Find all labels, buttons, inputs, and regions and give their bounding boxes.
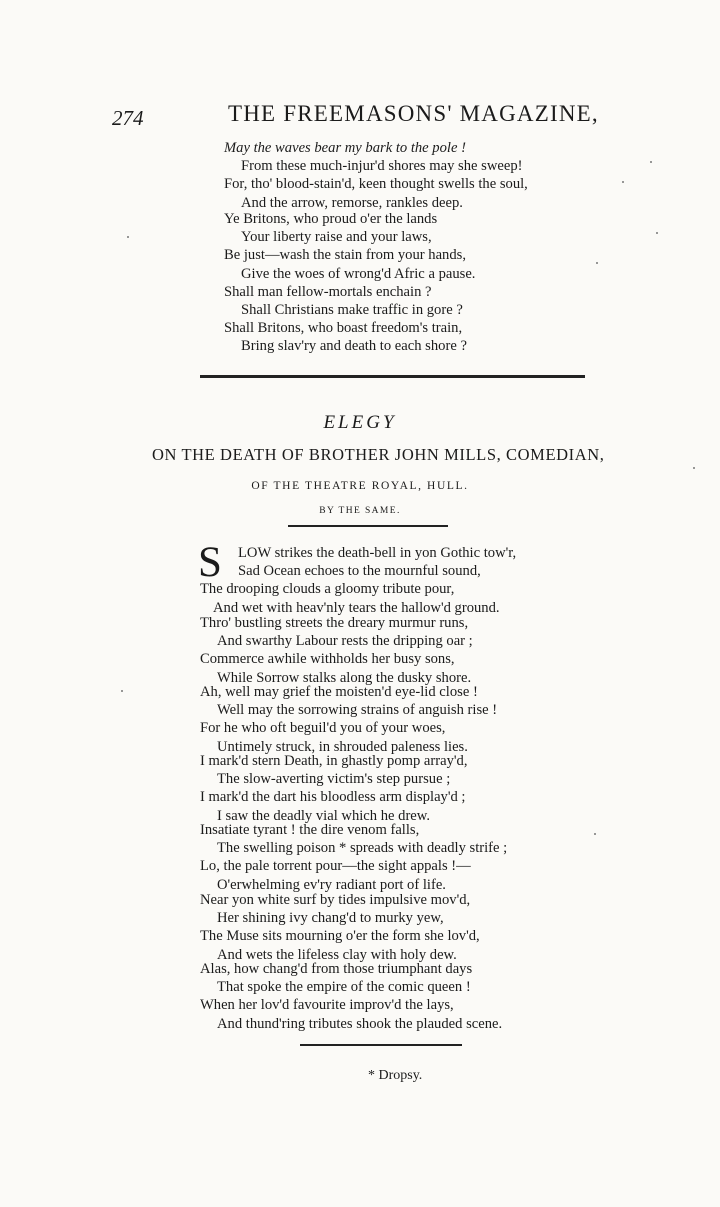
running-head: THE FREEMASONS' MAGAZINE, (228, 101, 599, 126)
elegy-byline: BY THE SAME. (319, 506, 401, 516)
poem-line: Insatiate tyrant ! the dire venom falls, (200, 822, 420, 838)
footnote: * Dropsy. (368, 1068, 423, 1083)
poem-line: From these much-injur'd shores may she sweep! (241, 158, 523, 175)
poem-line: Shall man fellow-mortals enchain ? (224, 283, 432, 300)
elegy-stanza (200, 614, 473, 687)
elegy-stanza (200, 752, 467, 825)
scan-speck (121, 690, 123, 692)
drop-cap: S (198, 539, 222, 586)
poem-line: Alas, how chang'd from those triumphant days (200, 961, 473, 977)
poem-line: Sad Ocean echoes to the mournful sound, (238, 563, 481, 580)
poem-line: Ye Britons, who proud o'er the lands (224, 211, 438, 227)
poem-line: Well may the sorrowing strains of anguish rise ! (217, 702, 498, 719)
previous-poem-stanza (224, 210, 475, 356)
poem-line: Near yon white surf by tides impulsive mov'd, (200, 892, 471, 908)
poem-line: LOW strikes the death-bell in yon Gothic tow'r, (238, 545, 517, 561)
poem-line: The Muse sits mourning o'er the form she lov'd, (200, 928, 480, 945)
poem-line: I mark'd stern Death, in ghastly pomp array'd, (200, 753, 468, 769)
poem-line: The slow-averting victim's step pursue ; (217, 771, 451, 788)
poem-line: Be just—wash the stain from your hands, (224, 247, 466, 264)
elegy-theatre: OF THE THEATRE ROYAL, HULL. (251, 480, 469, 492)
poem-line: The drooping clouds a gloomy tribute pour, (200, 581, 455, 598)
poem-line: Shall Britons, who boast freedom's train, (224, 320, 463, 337)
poem-line: Your liberty raise and your laws, (241, 229, 432, 246)
poem-line: Thro' bustling streets the dreary murmur runs, (200, 615, 469, 631)
previous-poem-stanza (224, 139, 528, 212)
scan-speck (594, 833, 596, 835)
elegy-title: ELEGY (323, 412, 397, 433)
footnote-rule (300, 1044, 462, 1046)
scan-speck (693, 467, 695, 469)
poem-line: Ah, well may grief the moisten'd eye-lid close ! (200, 684, 478, 700)
elegy-stanza (200, 544, 516, 617)
byline-rule (288, 525, 448, 527)
poem-line: While Sorrow stalks along the dusky shore. (217, 669, 472, 686)
poem-line: Bring slav'ry and death to each shore ? (241, 338, 467, 355)
elegy-stanza (200, 891, 480, 964)
poem-line: And swarthy Labour rests the dripping oar ; (217, 633, 473, 650)
poem-line: For, tho' blood-stain'd, keen thought swells the soul, (224, 176, 528, 193)
poem-line: I saw the deadly vial which he drew. (217, 807, 431, 824)
poem-line: The swelling poison * spreads with deadly strife ; (217, 840, 508, 857)
scan-speck (596, 262, 598, 264)
page-number: 274 (112, 106, 144, 130)
scan-speck (650, 161, 652, 163)
poem-line: For he who oft beguil'd you of your woes, (200, 720, 446, 737)
scan-speck (127, 236, 129, 238)
elegy-stanza (200, 683, 497, 756)
poem-line: Shall Christians make traffic in gore ? (241, 302, 463, 319)
poem-line: Her shining ivy chang'd to murky yew, (217, 910, 444, 927)
elegy-subtitle: ON THE DEATH OF BROTHER JOHN MILLS, COMEDIAN, (152, 445, 605, 464)
elegy-stanza (200, 960, 502, 1033)
poem-line: Give the woes of wrong'd Afric a pause. (241, 265, 476, 282)
poem-line: Commerce awhile withholds her busy sons, (200, 651, 455, 668)
poem-line: And the arrow, remorse, rankles deep. (241, 194, 463, 211)
section-divider (200, 375, 585, 378)
poem-line: May the waves bear my bark to the pole ! (224, 140, 466, 156)
poem-line: I mark'd the dart his bloodless arm display'd ; (200, 789, 466, 806)
poem-line: And wets the lifeless clay with holy dew. (217, 946, 457, 963)
scan-speck (622, 181, 624, 183)
poem-line: And wet with heav'nly tears the hallow'd ground. (213, 599, 500, 616)
poem-line: When her lov'd favourite improv'd the lays, (200, 997, 454, 1014)
poem-line: Lo, the pale torrent pour—the sight appals !— (200, 858, 471, 875)
poem-line: That spoke the empire of the comic queen ! (217, 979, 471, 996)
elegy-stanza (200, 821, 507, 894)
poem-line: And thund'ring tributes shook the plauded scene. (217, 1015, 503, 1032)
scan-speck (656, 232, 658, 234)
poem-line: O'erwhelming ev'ry radiant port of life. (217, 876, 446, 893)
poem-line: Untimely struck, in shrouded paleness lies. (217, 738, 468, 755)
